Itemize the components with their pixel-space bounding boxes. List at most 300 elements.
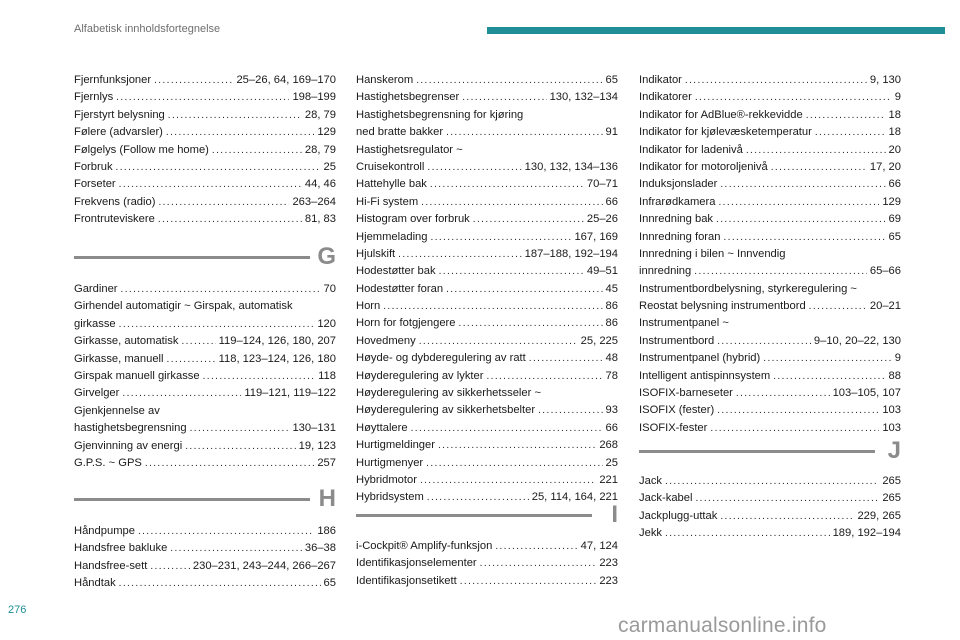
index-entry <box>74 368 336 385</box>
index-entry-pages: 48 <box>605 352 618 365</box>
index-entry-pages: 45 <box>605 282 618 295</box>
index-entry-term: Gardiner <box>74 283 118 295</box>
index-entry-pages: 65–66 <box>869 265 901 278</box>
section-j <box>639 473 901 543</box>
index-entry-term: hastighetsbegrensning <box>74 422 187 435</box>
index-entry-term: Høyttalere <box>356 421 408 434</box>
dot-leader <box>529 350 603 367</box>
index-entry-term: Frekvens (radio) <box>74 195 156 208</box>
index-entry <box>74 176 336 193</box>
index-entry-term: Instrumentpanel ~ <box>639 317 729 330</box>
index-entry <box>639 211 901 228</box>
dot-leader <box>717 333 811 350</box>
index-entry <box>356 159 618 176</box>
index-entry-pages: 119–121, 119–122 <box>244 387 336 400</box>
dot-leader <box>538 402 602 419</box>
index-entry-pages: 47, 124 <box>580 540 618 552</box>
index-entry <box>356 385 618 402</box>
dot-leader <box>763 350 892 367</box>
index-entry-pages: 268 <box>599 439 618 452</box>
index-entry <box>356 142 618 159</box>
index-entry-pages: 49–51 <box>586 265 618 278</box>
dot-leader <box>411 420 603 437</box>
dot-leader <box>806 107 886 124</box>
index-entry-term: Hastighetsbegrenser <box>356 91 460 104</box>
index-entry-pages: 9–10, 20–22, 130 <box>813 334 901 347</box>
index-entry-term: Induksjonslader <box>639 178 718 191</box>
index-entry-term: Følgelys (Follow me home) <box>74 143 209 156</box>
letter-i: I <box>611 501 618 528</box>
index-entry <box>639 402 901 419</box>
dot-leader <box>720 508 854 525</box>
index-entry-term: Hattehylle bak <box>356 178 427 191</box>
dot-leader <box>695 490 879 507</box>
index-entry <box>639 281 901 298</box>
index-entry-term: Indikator for kjølevæsketemperatur <box>639 126 812 139</box>
dot-leader <box>716 211 886 228</box>
index-entry <box>74 333 336 350</box>
index-entry <box>74 575 336 592</box>
dot-leader <box>446 124 602 141</box>
index-entry-term: Hjulskift <box>356 247 396 260</box>
index-entry-pages: 265 <box>882 475 901 487</box>
index-entry-term: Identifikasjonselementer <box>356 557 477 570</box>
index-entry-pages: 66 <box>888 178 901 191</box>
index-entry-pages: 28, 79 <box>304 143 336 156</box>
index-entry <box>356 298 618 315</box>
index-entry-pages: 20–21 <box>869 300 901 313</box>
index-entry <box>356 211 618 228</box>
letter-heading-j <box>639 436 901 476</box>
dot-leader <box>212 142 302 159</box>
index-entry <box>639 368 901 385</box>
dot-leader <box>150 558 190 575</box>
index-entry-term: ISOFIX-fester <box>639 421 708 434</box>
index-entry-term: Hodestøtter bak <box>356 265 436 278</box>
index-entry-term: Horn for fotgjengere <box>356 317 456 330</box>
dot-leader <box>746 142 886 159</box>
index-entry-term: Innredning foran <box>639 230 721 243</box>
index-entry <box>74 455 336 472</box>
section-h <box>74 523 336 593</box>
index-entry <box>74 298 336 315</box>
dot-leader <box>694 263 867 280</box>
index-entry-term: Jack-kabel <box>639 492 693 505</box>
index-entry-pages: 230–231, 243–244, 266–267 <box>192 559 336 572</box>
dot-leader <box>665 525 830 542</box>
index-entry <box>356 573 618 590</box>
index-entry-pages: 36–38 <box>304 542 336 555</box>
index-entry-pages: 86 <box>605 300 618 313</box>
index-entry-pages: 130–131 <box>292 422 336 435</box>
letter-rule <box>74 498 310 501</box>
index-entry <box>356 246 618 263</box>
dot-leader <box>122 385 241 402</box>
index-entry-term: Hjemmelading <box>356 230 428 243</box>
index-entry-pages: 223 <box>599 574 618 587</box>
index-entry-pages: 229, 265 <box>857 509 901 522</box>
index-entry-pages: 120 <box>317 317 336 330</box>
index-entry-term: Cruisekontroll <box>356 160 425 173</box>
index-entry <box>74 420 336 437</box>
index-entry-term: Hodestøtter foran <box>356 282 444 295</box>
letter-j: J <box>887 437 901 464</box>
index-entry-term: Fjerstyrt belysning <box>74 108 165 121</box>
dot-leader <box>771 159 867 176</box>
index-entry-term: Høyderegulering av lykter <box>356 369 484 382</box>
watermark: carmanualsonline.info <box>618 614 827 637</box>
index-entry <box>356 538 618 555</box>
index-entry <box>356 402 618 419</box>
dot-leader <box>431 229 572 246</box>
index-entry-term: Innredning bak <box>639 213 714 226</box>
index-entry-term: Indikator for motoroljenivå <box>639 160 768 173</box>
dot-leader <box>685 72 867 89</box>
index-entry <box>356 333 618 350</box>
dot-leader <box>383 298 602 315</box>
index-entry-term: Horn <box>356 300 381 313</box>
index-entry <box>74 438 336 455</box>
letter-rule <box>356 514 592 517</box>
dot-leader <box>809 298 867 315</box>
section-i-continued <box>639 72 901 437</box>
index-entry-pages: 25, 225 <box>580 334 618 347</box>
dot-leader <box>181 333 215 350</box>
index-entry-term: Jekk <box>639 527 663 540</box>
index-entry-pages: 28, 79 <box>304 108 336 121</box>
index-entry <box>639 490 901 507</box>
index-entry <box>639 159 901 176</box>
index-entry <box>639 525 901 542</box>
index-entry <box>639 176 901 193</box>
index-entry-term: Følere (advarsler) <box>74 126 163 139</box>
section-h-continued <box>356 72 618 507</box>
index-entry <box>639 298 901 315</box>
dot-leader <box>190 420 290 437</box>
index-entry-term: Indikatorer <box>639 91 692 104</box>
dot-leader <box>736 385 830 402</box>
index-entry-term: Hastighetsbegrensning for kjøring <box>356 108 524 121</box>
index-entry-pages: 25 <box>323 160 336 173</box>
dot-leader <box>665 473 879 490</box>
dot-leader <box>416 72 602 89</box>
index-entry-pages: 20 <box>888 143 901 156</box>
index-entry-pages: 189, 192–194 <box>832 527 901 540</box>
dot-leader <box>430 176 584 193</box>
index-entry <box>356 107 618 124</box>
index-entry <box>639 246 901 263</box>
dot-leader <box>723 229 885 246</box>
index-entry-pages: 118 <box>318 369 336 382</box>
index-entry-pages: 257 <box>317 456 336 469</box>
index-entry <box>639 350 901 367</box>
index-entry-term: Innredning i bilen ~ Innvendig <box>639 247 786 260</box>
section-g <box>74 281 336 472</box>
index-entry-pages: 25 <box>605 456 618 469</box>
index-entry-term: Girhendel automatigir ~ Girspak, automatisk <box>74 300 293 313</box>
index-entry-term: ned bratte bakker <box>356 126 444 139</box>
index-entry <box>74 72 336 89</box>
dot-leader <box>119 575 321 592</box>
index-entry-term: ISOFIX-barneseter <box>639 387 733 400</box>
index-entry <box>74 194 336 211</box>
index-entry-pages: 186 <box>317 525 336 537</box>
index-entry <box>639 194 901 211</box>
dot-leader <box>168 107 302 124</box>
dot-leader <box>720 176 885 193</box>
index-entry <box>356 315 618 332</box>
index-entry-term: Intelligent antispinnsystem <box>639 369 771 382</box>
section-f <box>74 72 336 229</box>
index-entry-pages: 129 <box>882 195 901 208</box>
index-entry <box>356 124 618 141</box>
index-entry-pages: 119–124, 126, 180, 207 <box>218 335 336 348</box>
dot-leader <box>773 368 885 385</box>
dot-leader <box>427 159 521 176</box>
dot-leader <box>121 281 321 298</box>
index-entry-term: Histogram over forbruk <box>356 213 470 226</box>
index-entry-term: Høyde- og dybderegulering av ratt <box>356 352 526 365</box>
index-entry <box>356 176 618 193</box>
letter-rule <box>639 450 875 453</box>
letter-h: H <box>318 485 336 512</box>
index-entry-pages: 70 <box>323 283 336 295</box>
index-entry <box>74 124 336 141</box>
index-entry <box>639 89 901 106</box>
dot-leader <box>695 89 892 106</box>
index-entry <box>356 89 618 106</box>
dot-leader <box>815 124 886 141</box>
index-entry-term: Infrarødkamera <box>639 195 716 208</box>
index-entry <box>639 263 901 280</box>
dot-leader <box>419 333 578 350</box>
dot-leader <box>718 194 879 211</box>
index-entry-pages: 25, 114, 164, 221 <box>531 491 618 504</box>
index-entry <box>639 315 901 332</box>
letter-heading-i <box>356 500 618 540</box>
index-entry <box>74 403 336 420</box>
index-entry-pages: 130, 132, 134–136 <box>524 160 618 173</box>
dot-leader <box>203 368 316 385</box>
index-entry-term: Indikator for ladenivå <box>639 143 743 156</box>
index-entry <box>356 368 618 385</box>
index-entry-pages: 25–26, 64, 169–170 <box>236 74 336 86</box>
index-entry-pages: 66 <box>605 195 618 208</box>
dot-leader <box>185 438 295 455</box>
index-entry <box>639 385 901 402</box>
dot-leader <box>439 263 584 280</box>
index-entry-term: Håndpumpe <box>74 525 135 537</box>
index-entry <box>356 555 618 572</box>
index-entry-term: Hurtigmeldinger <box>356 439 435 452</box>
index-entry-term: Høyderegulering av sikkerhetsbelter <box>356 404 536 417</box>
dot-leader <box>486 368 602 385</box>
letter-rule <box>74 256 310 259</box>
index-entry-pages: 9 <box>894 352 901 365</box>
index-entry-term: Hybridmotor <box>356 473 417 486</box>
index-entry-pages: 9, 130 <box>869 74 901 86</box>
index-entry-pages: 18 <box>888 108 901 121</box>
index-entry <box>74 281 336 298</box>
index-entry-term: Forseter <box>74 178 116 191</box>
index-entry <box>74 523 336 540</box>
index-entry-term: Hurtigmenyer <box>356 456 424 469</box>
dot-leader <box>473 211 584 228</box>
index-entry-pages: 17, 20 <box>869 160 901 173</box>
index-entry-pages: 65 <box>605 74 618 86</box>
index-entry-pages: 9 <box>894 91 901 104</box>
index-entry <box>356 263 618 280</box>
index-entry-pages: 129 <box>317 126 336 139</box>
index-entry <box>74 89 336 106</box>
index-entry <box>74 107 336 124</box>
index-entry-term: Instrumentbord <box>639 334 715 347</box>
index-entry-term: ISOFIX (fester) <box>639 404 715 417</box>
index-entry-term: Girspak manuell girkasse <box>74 369 200 382</box>
index-entry <box>74 540 336 557</box>
section-i <box>356 538 618 590</box>
index-entry-pages: 103 <box>882 404 901 417</box>
dot-leader <box>119 176 302 193</box>
index-entry-term: Frontruteviskere <box>74 213 155 226</box>
header-title: Alfabetisk innholdsfortegnelse <box>74 23 221 35</box>
index-entry <box>356 455 618 472</box>
index-entry-term: Indikator for AdBlue®-rekkevidde <box>639 108 803 121</box>
index-entry <box>639 333 901 350</box>
index-entry <box>356 229 618 246</box>
index-entry-term: Instrumentpanel (hybrid) <box>639 352 761 365</box>
index-entry <box>356 72 618 89</box>
dot-leader <box>119 316 315 333</box>
index-entry-term: Instrumentbordbelysning, styrkeregulering ~ <box>639 282 857 295</box>
index-entry-pages: 69 <box>888 213 901 226</box>
index-entry-term: Reostat belysning instrumentbord <box>639 300 806 313</box>
index-entry-term: i-Cockpit® Amplify-funksjon <box>356 540 493 552</box>
index-entry-term: G.P.S. ~ GPS <box>74 456 142 469</box>
index-entry <box>74 159 336 176</box>
index-entry-term: Girkasse, manuell <box>74 352 164 365</box>
index-entry <box>356 194 618 211</box>
dot-leader <box>398 246 522 263</box>
index-entry <box>74 142 336 159</box>
index-entry <box>74 316 336 333</box>
dot-leader <box>459 315 603 332</box>
index-entry-term: Jackplugg-uttak <box>639 509 718 522</box>
dot-leader <box>460 573 597 590</box>
index-entry-pages: 70–71 <box>586 178 618 191</box>
index-entry <box>639 508 901 525</box>
dot-leader <box>116 159 321 176</box>
index-entry <box>74 351 336 368</box>
index-entry-term: Indikator <box>639 74 682 86</box>
dot-leader <box>438 437 596 454</box>
index-entry-pages: 86 <box>605 317 618 330</box>
index-entry <box>639 142 901 159</box>
index-entry-pages: 187–188, 192–194 <box>524 247 618 260</box>
index-entry-term: Gjenkjennelse av <box>74 404 160 417</box>
letter-heading-h <box>74 484 336 524</box>
dot-leader <box>462 89 546 106</box>
letter-heading-g <box>74 242 336 282</box>
index-entry-pages: 44, 46 <box>304 178 336 191</box>
dot-leader <box>116 89 289 106</box>
dot-leader <box>480 555 597 572</box>
dot-leader <box>446 281 602 298</box>
dot-leader <box>495 538 577 555</box>
dot-leader <box>426 455 602 472</box>
index-entry-pages: 198–199 <box>292 91 336 104</box>
index-entry <box>639 107 901 124</box>
index-entry-term: Handsfree bakluke <box>74 542 168 555</box>
index-entry <box>639 72 901 89</box>
index-entry-pages: 221 <box>599 473 618 486</box>
dot-leader <box>420 472 596 489</box>
index-entry <box>356 437 618 454</box>
index-entry-pages: 18 <box>888 126 901 139</box>
index-entry-term: innredning <box>639 265 692 278</box>
index-entry-term: Fjernlys <box>74 91 114 104</box>
dot-leader <box>170 540 302 557</box>
dot-leader <box>167 351 216 368</box>
index-entry-pages: 66 <box>605 421 618 434</box>
index-entry <box>639 229 901 246</box>
page-number: 276 <box>8 604 27 616</box>
dot-leader <box>166 124 314 141</box>
index-entry-pages: 78 <box>605 369 618 382</box>
dot-leader <box>717 402 879 419</box>
index-entry-pages: 25–26 <box>586 213 618 226</box>
index-entry-pages: 81, 83 <box>304 213 336 226</box>
index-entry-pages: 223 <box>599 557 618 570</box>
index-entry-term: Girvelger <box>74 387 120 400</box>
index-entry-term: girkasse <box>74 317 116 330</box>
index-entry-pages: 130, 132–134 <box>549 91 618 104</box>
index-entry-term: Fjernfunksjoner <box>74 74 152 86</box>
letter-g: G <box>317 243 336 270</box>
index-entry-pages: 65 <box>888 230 901 243</box>
index-entry-term: Hastighetsregulator ~ <box>356 143 463 156</box>
index-entry-pages: 265 <box>882 492 901 505</box>
index-entry-term: Hanskerom <box>356 74 414 86</box>
index-entry-pages: 19, 123 <box>298 439 336 452</box>
index-entry <box>74 558 336 575</box>
index-entry-pages: 88 <box>888 369 901 382</box>
index-entry <box>356 281 618 298</box>
index-entry <box>74 211 336 228</box>
dot-leader <box>158 211 302 228</box>
index-entry-term: Gjenvinning av energi <box>74 439 183 452</box>
index-entry-pages: 93 <box>605 404 618 417</box>
index-entry <box>639 420 901 437</box>
dot-leader <box>145 455 314 472</box>
index-entry-term: Forbruk <box>74 160 113 173</box>
index-entry-pages: 103 <box>882 421 901 434</box>
dot-leader <box>710 420 879 437</box>
index-entry-term: Identifikasjonsetikett <box>356 574 457 587</box>
dot-leader <box>154 72 233 89</box>
index-entry-term: Hi-Fi system <box>356 195 419 208</box>
dot-leader <box>138 523 314 540</box>
index-entry <box>356 350 618 367</box>
index-entry-term: Jack <box>639 475 663 487</box>
index-entry <box>356 420 618 437</box>
index-entry-term: Håndtak <box>74 577 116 590</box>
dot-leader <box>421 194 602 211</box>
header-accent-bar <box>487 27 945 34</box>
index-entry-term: Handsfree-sett <box>74 559 148 572</box>
index-entry-pages: 103–105, 107 <box>832 387 901 400</box>
index-entry <box>639 473 901 490</box>
